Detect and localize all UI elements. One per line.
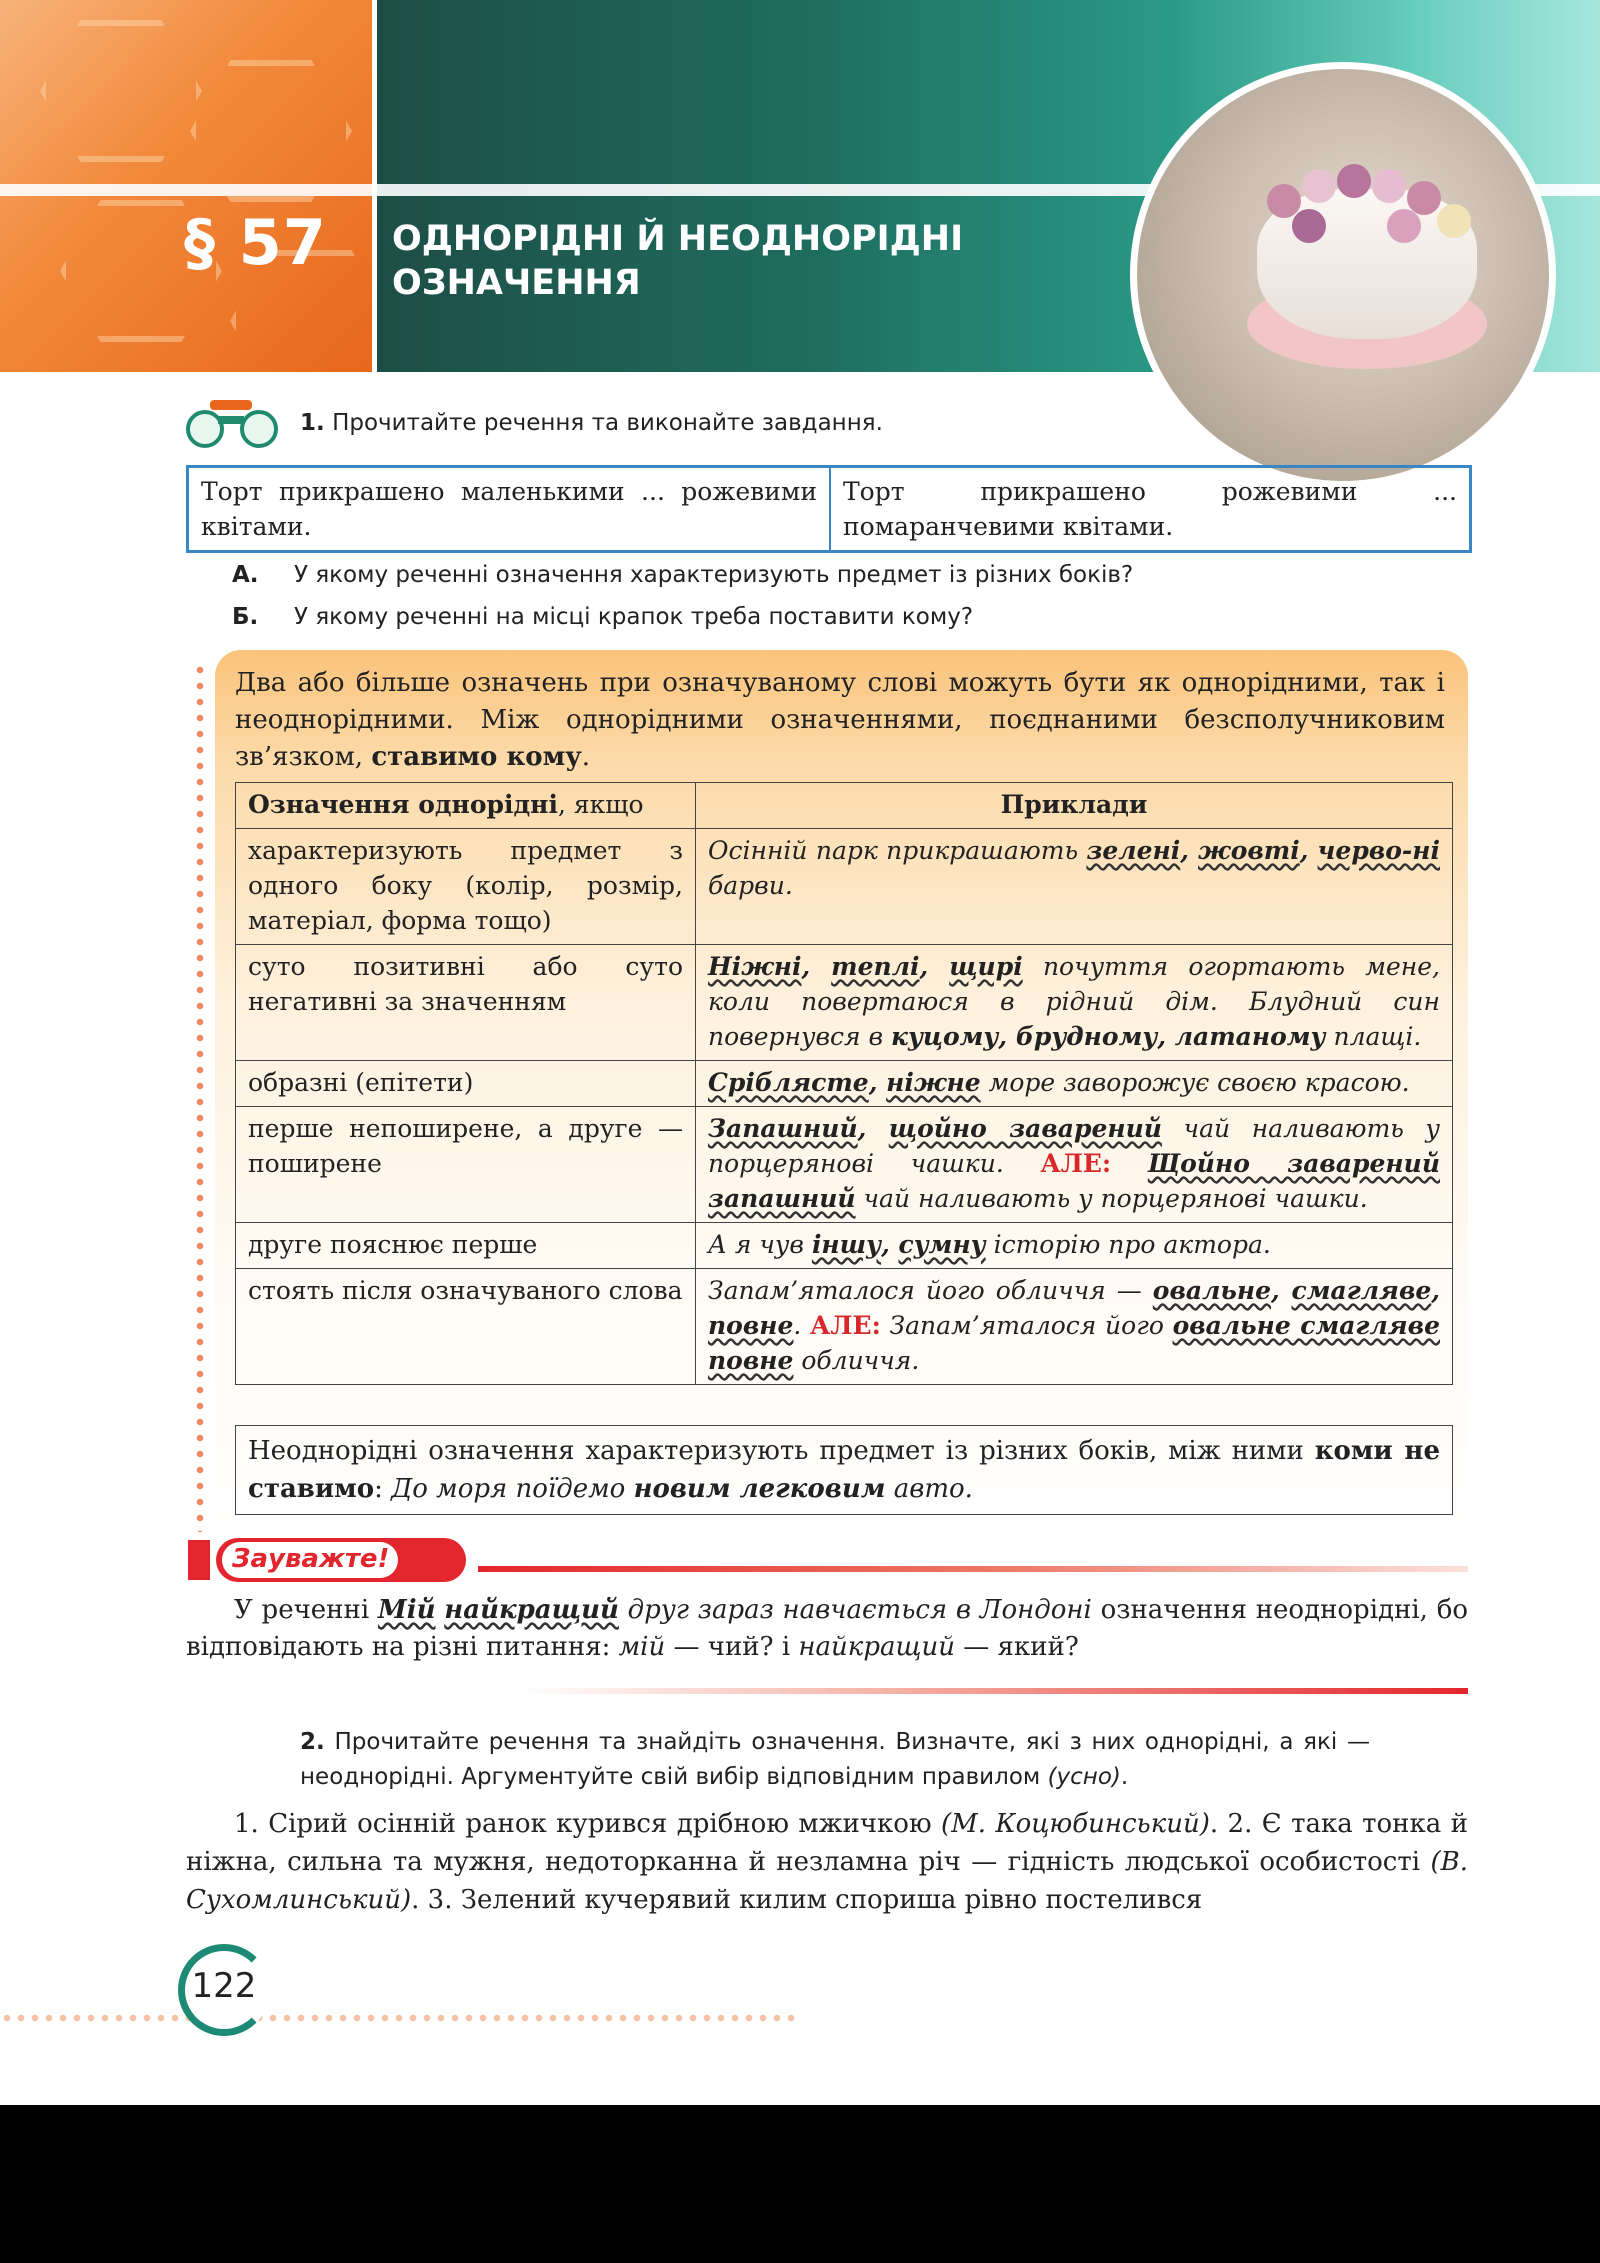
rule-intro-end: . [581, 742, 591, 772]
condition-cell: характеризують предмет з одного боку (колір, розмір, матеріал, форма тощо) [236, 829, 696, 945]
condition-cell: друге пояснює перше [236, 1223, 696, 1269]
rose-decor [1302, 169, 1336, 203]
table-row [236, 945, 1453, 1061]
condition-cell: суто позитивні або суто негативні за значенням [236, 945, 696, 1061]
sentence-cell: Торт прикрашено маленькими ... рожевими квітами. [201, 477, 817, 541]
table-row [236, 1107, 1453, 1223]
instruction-text: Прочитайте речення та виконайте завдання. [332, 410, 883, 436]
example-cell: Сріблясте, ніжне море заворожує своєю красою. [696, 1061, 1453, 1107]
rose-decor [1437, 204, 1471, 238]
page-title [392, 217, 963, 305]
sentence-table [186, 465, 1472, 553]
question-label: А. [232, 562, 259, 588]
question-text: У якому реченні означення характеризують предмет із різних боків? [294, 562, 1134, 588]
rose-decor [1387, 209, 1421, 243]
column-header-examples: Приклади [696, 783, 1453, 829]
rose-decor [1372, 169, 1406, 203]
rose-decor [1407, 181, 1441, 215]
paragraph-number: § 57 [184, 206, 327, 279]
example-cell: Запашний, щойно заварений чай наливають у порцерянові чашки. АЛЕ: Щойно заварений запашний чай наливають у порцерянові чашки. [696, 1107, 1453, 1223]
title-line-2: ОЗНАЧЕННЯ [392, 263, 641, 303]
hexagon-decor [40, 20, 202, 162]
but-marker: АЛЕ: [1040, 1149, 1112, 1178]
table-header-row [236, 783, 1453, 829]
example-cell: Запам’яталося його обличчя — овальне, смагляве, повне. АЛЕ: Запам’яталося його овальне смагляве повне обличчя. [696, 1269, 1453, 1385]
example-cell: А я чув іншу, сумну історію про актора. [696, 1223, 1453, 1269]
header-banner [0, 0, 1600, 372]
exercise-1-instruction [300, 410, 1600, 436]
notice-text: У реченні Мій найкращий друг зараз навчається в Лондоні означення неоднорідні, бо відповідають на різні питання: мій — чий? і найкращий — який? [186, 1595, 1469, 1662]
notice-bottom-line [520, 1688, 1468, 1694]
rule-intro-bold: ставимо кому [371, 742, 582, 772]
column-header-conditions: Означення однорідні, якщо [236, 783, 696, 829]
rose-decor [1337, 164, 1371, 198]
exercise-2-instruction: 2. Прочитайте речення та знайдіть означення. Визначте, які з них однорідні, а які — неоднорідні. Аргументуйте свій вибір відповідним правилом (усно). [300, 1729, 1370, 1790]
rule-intro [235, 665, 1445, 776]
notice-label: Зауважте! [232, 1544, 390, 1574]
exercise-2-text: 1. Сірий осінній ранок курився дрібною мжичкою (М. Коцюбинський). 2. Є така тонка й ніжна, сильна та мужня, недоторканна й незламна річ — гідність людської особистості (В. Сухомлинський). 3. Зелений кучерявий килим спориша рівно постелився [186, 1809, 1468, 1915]
rule-table [235, 782, 1453, 1385]
rule-intro-text: Два або більше означень при означуваному слові можуть бути як однорідними, так і неоднорідними. Між однорідними означеннями, поєднаними безсполучниковим зв’язком, [235, 668, 1445, 772]
exercise-number: 1. [300, 410, 325, 436]
table-row [236, 1269, 1453, 1385]
condition-cell: перше непоширене, а друге — поширене [236, 1107, 696, 1223]
but-marker: АЛЕ: [810, 1311, 881, 1340]
question-item [232, 604, 1482, 646]
hexagon-decor [190, 60, 352, 202]
example-cell: Осінній парк прикрашають зелені, жовті, черво-ні барви. [696, 829, 1453, 945]
exercise-number: 2. [300, 1729, 325, 1755]
question-item [232, 562, 1482, 604]
dotted-margin-line [196, 662, 204, 1532]
question-list [232, 562, 1482, 646]
sentence-cell: Торт прикрашено рожевими ... помаранчевими квітами. [829, 468, 1469, 550]
rose-decor [1267, 184, 1301, 218]
question-label: Б. [232, 604, 259, 630]
table-row [236, 1061, 1453, 1107]
notice-rule-line [478, 1566, 1468, 1572]
condition-cell: образні (епітети) [236, 1061, 696, 1107]
question-text: У якому реченні на місці крапок треба поставити кому? [294, 604, 974, 630]
notice-tag [188, 1538, 470, 1582]
rose-decor [1292, 209, 1326, 243]
example-cell: Ніжні, теплі, щирі почуття огортають мене, коли повертаюся в рідний дім. Блудний син повернувся в куцому, брудному, латаному плащі. [696, 945, 1453, 1061]
title-line-1: ОДНОРІДНІ Й НЕОДНОРІДНІ [392, 219, 964, 259]
page-number: 122 [191, 1966, 257, 2006]
binoculars-icon [186, 398, 286, 448]
table-row [236, 829, 1453, 945]
rule-outro: Неоднорідні означення характеризують предмет із різних боків, між ними коми не ставимо: До моря поїдемо новим легковим авто. [235, 1425, 1453, 1515]
condition-cell: стоять після означуваного слова [236, 1269, 696, 1385]
table-row [236, 1223, 1453, 1269]
footer-dots [0, 2011, 800, 2025]
